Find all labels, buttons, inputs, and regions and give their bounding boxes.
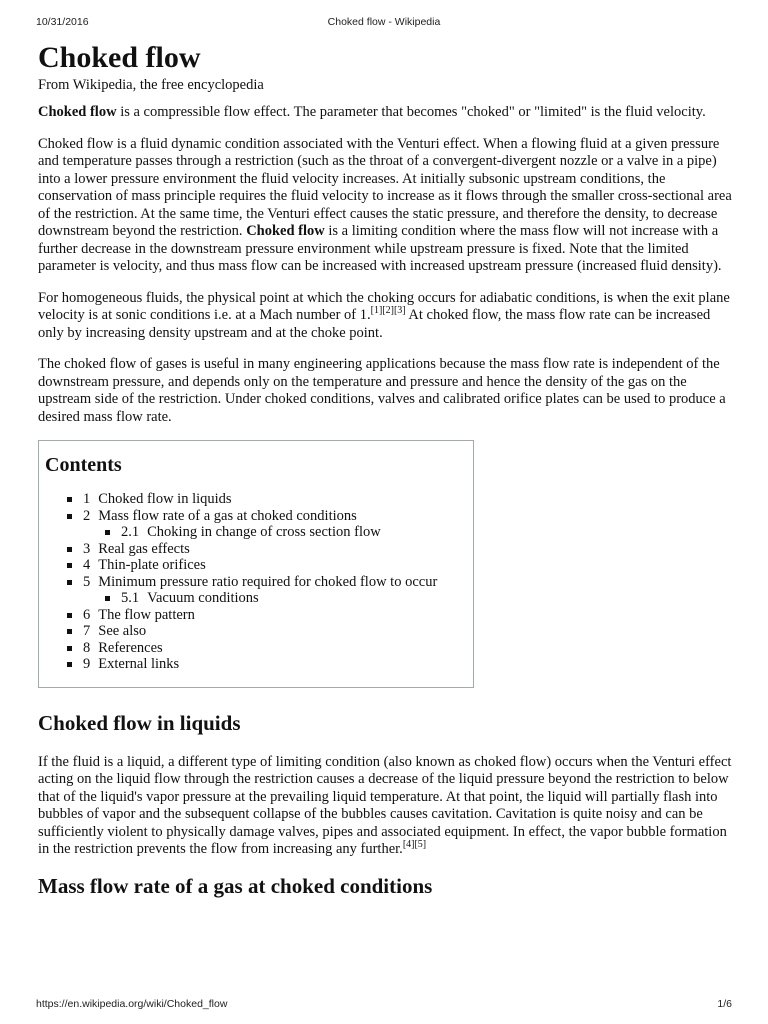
toc-label: The flow pattern: [98, 606, 195, 623]
toc-number: 4: [83, 557, 91, 573]
toc-item[interactable]: [45, 491, 473, 508]
paragraph-gases: The choked flow of gases is useful in many engineering applications because the mass flow rate is independent of the downstream pressure, and depends only on the temperature and pressure and hence the density of the gas on the upstream side of the restriction. Under choked conditions, valves and calibrated orifice plates can be used to produce a desired mass flow rate.: [38, 356, 726, 425]
paragraph-homogeneous-part1: For homogeneous fluids, the physical point at which the choking occurs for adiabatic conditions, is when the exit plane velocity is at sonic conditions i.e. at a Mach number of 1.: [38, 289, 730, 323]
paragraph-venturi: [38, 136, 734, 276]
bullet-icon: [67, 563, 72, 568]
toc-number: 5: [83, 573, 91, 590]
print-url: https://en.wikipedia.org/wiki/Choked_flow: [36, 998, 228, 1010]
print-header: [36, 16, 732, 32]
toc-label: Thin-plate orifices: [98, 557, 206, 573]
toc-number: 7: [83, 623, 91, 639]
toc-title: Contents: [45, 454, 122, 476]
bullet-icon: [67, 547, 72, 552]
page-number: 1/6: [717, 998, 732, 1010]
toc-label: Vacuum conditions: [147, 590, 259, 606]
toc-number: 5.1: [121, 590, 140, 606]
toc-label: Choking in change of cross section flow: [147, 524, 381, 540]
bullet-icon: [67, 580, 72, 585]
toc-item[interactable]: [45, 574, 473, 591]
toc-item[interactable]: [45, 607, 473, 624]
print-footer: [36, 998, 732, 1014]
toc-label: See also: [98, 623, 147, 639]
toc-label: References: [98, 639, 163, 656]
paragraph-venturi-part1: Choked flow is a fluid dynamic condition associated with the Venturi effect. When a flowing fluid at a given pressure and temperature passes through a restriction (such as the throat of a convergent-divergent nozzle or a valve in a pipe) into a lower pressure environment the fluid velocity increases. At initially subsonic upstream conditions, the conservation of mass principle requires the fluid velocity to increase as it flows through the smaller cross-sectional area of the restriction. At the same time, the Venturi effect causes the static pressure, and therefore the density, to decrease downstream beyond the restriction.: [38, 135, 732, 239]
section-heading-mass-flow: Mass flow rate of a gas at choked conditions: [38, 873, 433, 898]
bullet-icon: [67, 514, 72, 519]
bullet-icon: [67, 662, 72, 667]
bullet-icon: [67, 497, 72, 502]
toc-label: Real gas effects: [98, 540, 190, 557]
toc-subitem[interactable]: [45, 524, 473, 541]
print-page-title: Choked flow - Wikipedia: [327, 16, 441, 28]
toc-label: Mass flow rate of a gas at choked conditions: [98, 507, 357, 524]
paragraph-homogeneous-part2: At choked flow, the mass flow rate can be increased only by increasing density upstream and at the choke point.: [38, 307, 711, 341]
print-date: 10/31/2016: [36, 16, 89, 28]
toc-item[interactable]: [45, 508, 473, 525]
paragraph-homogeneous: [38, 290, 734, 343]
paragraph-liquids: [38, 754, 734, 859]
citation-refs[interactable]: [1][2][3]: [370, 305, 406, 317]
section-heading-liquids: Choked flow in liquids: [38, 710, 241, 735]
intro-paragraph: [38, 104, 734, 122]
toc-item[interactable]: [45, 623, 473, 640]
toc-item[interactable]: [45, 640, 473, 657]
page-title: Choked flow: [38, 41, 201, 74]
toc-item[interactable]: [45, 541, 473, 558]
citation-refs[interactable]: [4][5]: [402, 839, 427, 851]
intro-bold-term: Choked flow: [38, 104, 117, 120]
toc-number: 2: [83, 507, 91, 524]
paragraph-venturi-bold: Choked flow: [246, 223, 325, 239]
paragraph-liquids-text: If the fluid is a liquid, a different type of limiting condition (also known as choked flow) occurs when the Venturi effect acting on the liquid flow through the restriction causes a decrease of the liquid pressure beyond the restriction to below that of the liquid's vapor pressure at the prevailing liquid temperature. At that point, the liquid will partially flash into bubbles of vapor and the subsequent collapse of the bubbles causes cavitation. Cavitation is quite noisy and can be sufficiently violent to physically damage valves, pipes and associated equipment. In effect, the vapor bubble formation in the restriction prevents the flow from increasing any further.: [38, 753, 732, 857]
toc-label: Choked flow in liquids: [98, 491, 232, 507]
article-content: [38, 40, 734, 917]
toc-subitem[interactable]: [45, 590, 473, 607]
toc-item[interactable]: [45, 656, 473, 673]
toc-number: 2.1: [121, 524, 140, 540]
toc-list: [45, 491, 473, 673]
toc-number: 1: [83, 491, 91, 507]
bullet-icon: [67, 629, 72, 634]
paragraph-venturi-part2: is a limiting condition where the mass flow will not increase with a further decrease in the downstream pressure environment while upstream pressure is fixed. Note that the limited parameter is velocity, and thus mass flow can be increased with increased upstream pressure (increased fluid density).: [38, 223, 722, 274]
toc-item[interactable]: [45, 557, 473, 574]
bullet-icon: [67, 646, 72, 651]
toc-number: 9: [83, 656, 91, 672]
bullet-icon: [67, 613, 72, 618]
bullet-icon: [105, 530, 110, 535]
toc-number: 6: [83, 606, 91, 623]
intro-text: is a compressible flow effect. The parameter that becomes "choked" or "limited" is the fluid velocity.: [116, 104, 706, 120]
toc-label: External links: [98, 656, 180, 672]
toc-number: 8: [83, 639, 91, 656]
bullet-icon: [105, 596, 110, 601]
toc-number: 3: [83, 540, 91, 557]
toc-label: Minimum pressure ratio required for choked flow to occur: [98, 573, 438, 590]
table-of-contents: [38, 440, 474, 688]
tagline: From Wikipedia, the free encyclopedia: [38, 77, 264, 93]
